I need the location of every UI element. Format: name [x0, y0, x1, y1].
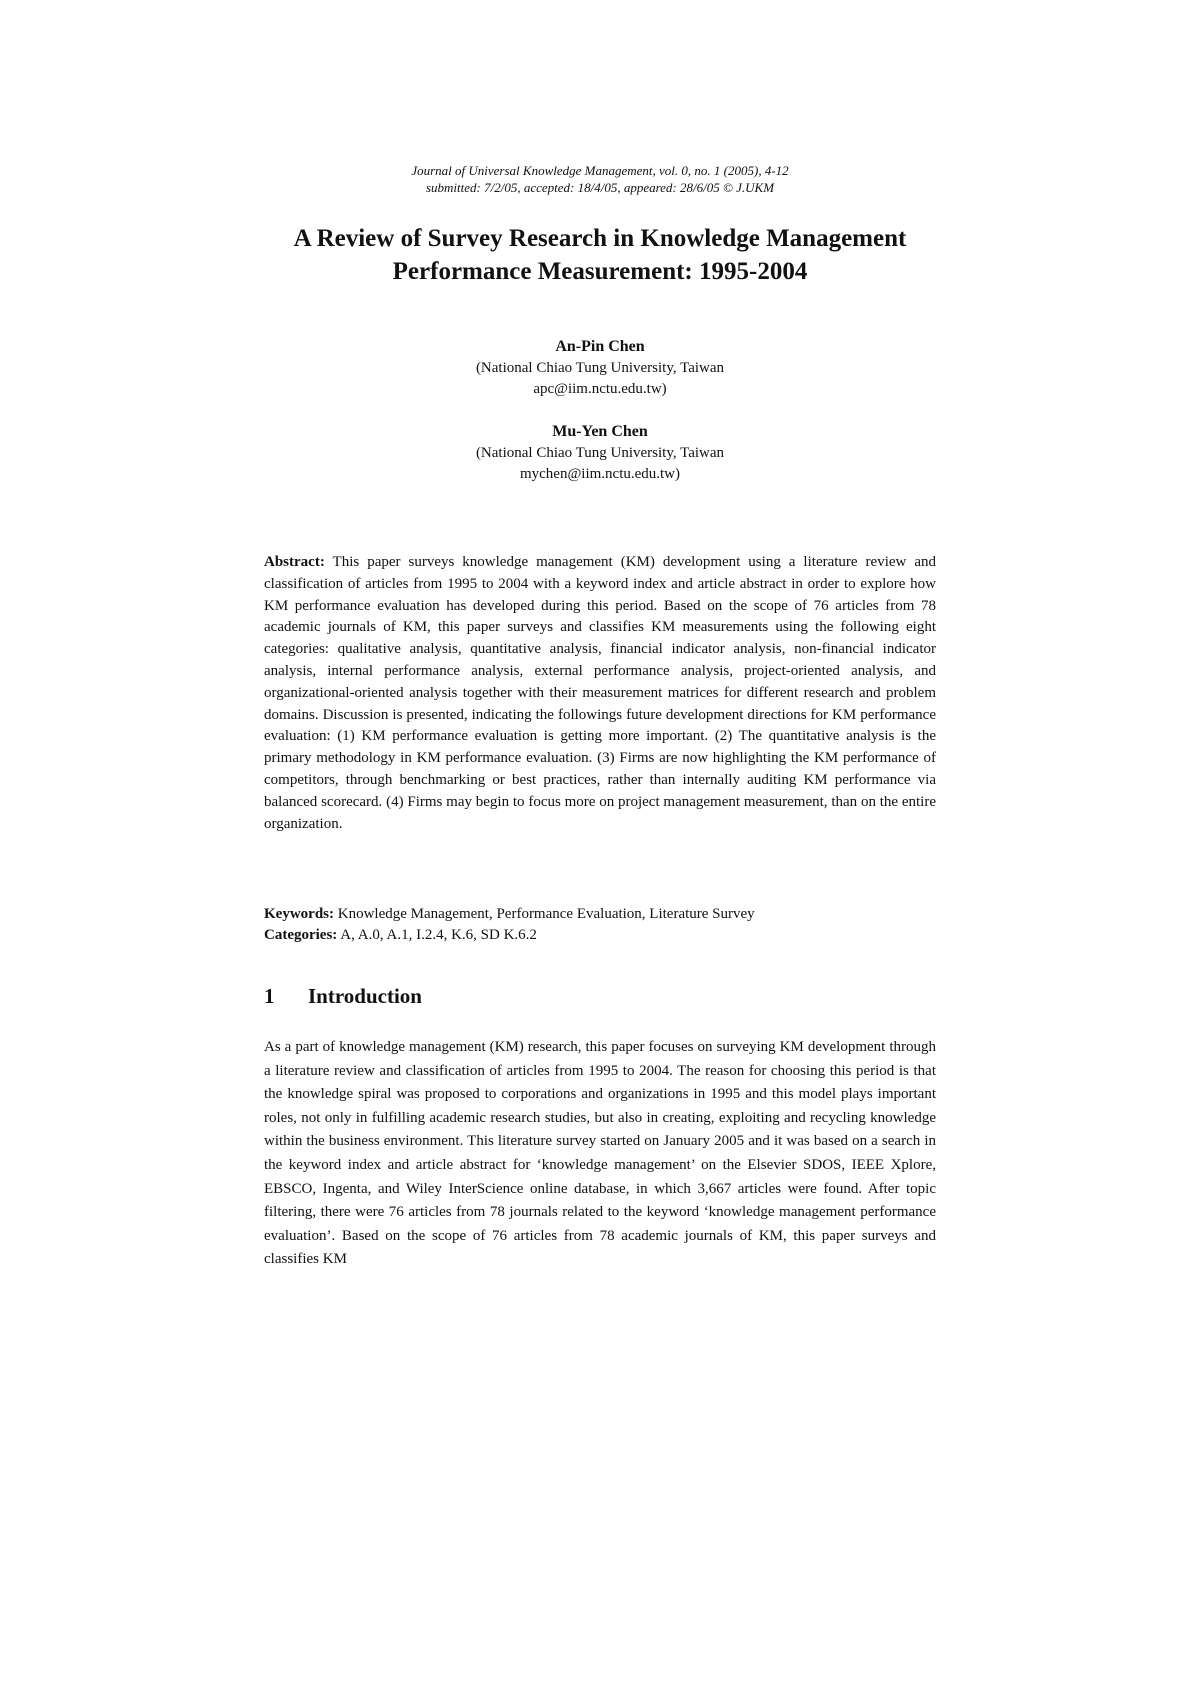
keywords-block	[264, 904, 936, 946]
section-title: Introduction	[308, 984, 422, 1008]
author-affiliation: (National Chiao Tung University, Taiwan	[475, 445, 725, 461]
keywords-text: Knowledge Management, Performance Evaluation, Literature Survey	[337, 906, 755, 922]
keywords-label: Keywords:	[264, 906, 334, 922]
abstract-label: Abstract:	[264, 554, 325, 570]
section-heading	[264, 982, 422, 1010]
author-block	[0, 421, 1200, 485]
author-email: mychen@iim.nctu.edu.tw)	[519, 466, 681, 482]
author-name: An-Pin Chen	[555, 338, 645, 355]
author-block	[0, 336, 1200, 400]
paper-title-line-2: Performance Measurement: 1995-2004	[392, 258, 808, 285]
journal-header	[0, 162, 1200, 196]
abstract	[264, 552, 936, 835]
categories-label: Categories:	[264, 927, 338, 943]
author-affiliation: (National Chiao Tung University, Taiwan	[475, 360, 725, 376]
section-number: 1	[264, 984, 275, 1008]
keywords-line	[264, 904, 936, 925]
submission-dates: submitted: 7/2/05, accepted: 18/4/05, appeared: 28/6/05 © J.UKM	[425, 180, 775, 195]
author-name: Mu-Yen Chen	[552, 423, 648, 440]
author-email: apc@iim.nctu.edu.tw)	[533, 381, 667, 397]
abstract-text: This paper surveys knowledge management (KM) development using a literature review and classification of articles from 1995 to 2004 with a keyword index and article abstract in order to explore how KM performance evaluation has developed during this period. Based on the scope of 76 articles from 78 academic journals of KM, this paper surveys and classifies KM measurements using the following eight categories: qualitative analysis, quantitative analysis, financial indicator analysis, non-financial indicator analysis, internal performance analysis, external performance analysis, project-oriented analysis, and organizational-oriented analysis together with their measurement matrices for different research and problem domains. Discussion is presented, indicating the followings future development directions for KM performance evaluation: (1) KM performance evaluation is getting more important. (2) The quantitative analysis is the primary methodology in KM performance evaluation. (3) Firms are now highlighting the KM performance of competitors, through benchmarking or best practices, rather than internally auditing KM performance via balanced scorecard. (4) Firms may begin to focus more on project management measurement, than on the entire organization.	[264, 554, 937, 832]
categories-text: A, A.0, A.1, I.2.4, K.6, SD K.6.2	[340, 927, 537, 943]
journal-citation: Journal of Universal Knowledge Management, vol. 0, no. 1 (2005), 4-12	[411, 163, 789, 178]
paper-title-line-1: A Review of Survey Research in Knowledge Management	[293, 225, 907, 252]
paper-title	[100, 222, 1100, 288]
categories-line	[264, 925, 936, 946]
section-body: As a part of knowledge management (KM) research, this paper focuses on surveying KM development through a literature review and classification of articles from 1995 to 2004. The reason for choosing this period is that the knowledge spiral was proposed to corporations and organizations in 1995 and this model plays important roles, not only in fulfilling academic research studies, but also in creating, exploiting and recycling knowledge within the business environment. This literature survey started on January 2005 and it was based on a search in the keyword index and article abstract for ‘knowledge management’ on the Elsevier SDOS, IEEE Xplore, EBSCO, Ingenta, and Wiley InterScience online database, in which 3,667 articles were found. After topic filtering, there were 76 articles from 78 journals related to the keyword ‘knowledge management performance evaluation’. Based on the scope of 76 articles from 78 academic journals of KM, this paper surveys and classifies KM	[264, 1039, 936, 1268]
